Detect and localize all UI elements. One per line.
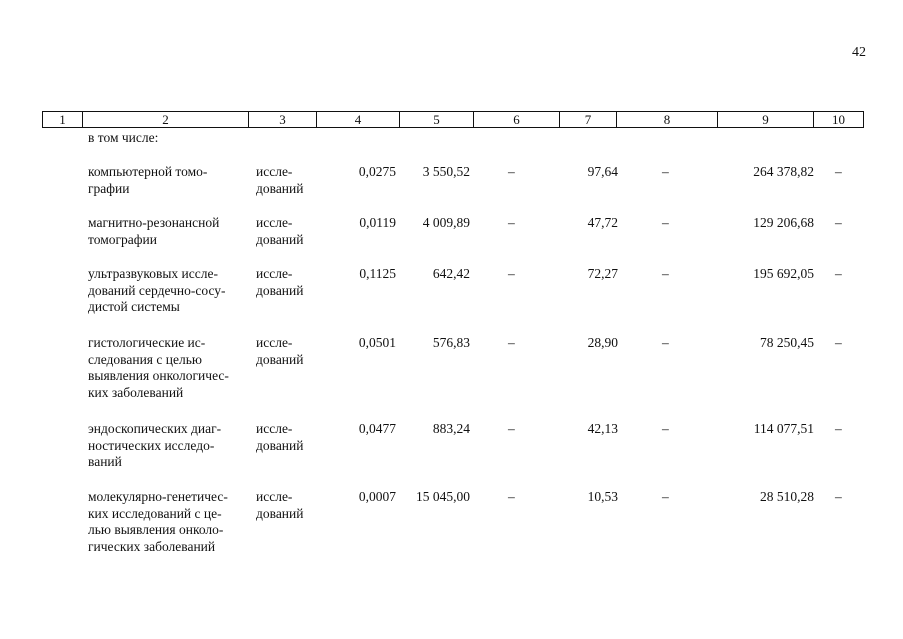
header-col-3: 3 xyxy=(249,111,317,128)
row-unit: иссле- дований xyxy=(256,489,304,521)
row-unit: иссле- дований xyxy=(256,335,304,367)
row-col-5: 576,83 xyxy=(432,335,470,350)
page-number: 42 xyxy=(852,45,866,60)
row-col-6: – xyxy=(508,215,515,230)
row-col-7: 10,53 xyxy=(587,489,618,504)
row-col-5: 642,42 xyxy=(432,266,470,281)
row-col-6: – xyxy=(508,489,515,504)
row-col-5: 883,24 xyxy=(432,421,470,436)
row-col-4: 0,0275 xyxy=(358,164,396,179)
row-col-5: 4 009,89 xyxy=(422,215,470,230)
row-name: ультразвуковых иссле- дований сердечно-сосу- дистой системы xyxy=(88,266,226,314)
row-col-9: 195 692,05 xyxy=(753,266,814,281)
header-col-2: 2 xyxy=(83,111,249,128)
row-col-4: 0,0007 xyxy=(358,489,396,504)
row-col-5: 3 550,52 xyxy=(422,164,470,179)
header-col-4: 4 xyxy=(317,111,400,128)
row-name: молекулярно-генетичес- ких исследований с це- лью выявления онколо- гических заболеваний xyxy=(88,489,228,554)
row-col-8: – xyxy=(662,421,669,436)
row-col-4: 0,0501 xyxy=(358,335,396,350)
row-col-10: – xyxy=(835,421,842,436)
row-unit: иссле- дований xyxy=(256,266,304,298)
row-name: компьютерной томо- графии xyxy=(88,164,208,196)
row-col-9: 78 250,45 xyxy=(760,335,814,350)
row-col-6: – xyxy=(508,421,515,436)
header-col-7: 7 xyxy=(560,111,617,128)
row-col-8: – xyxy=(662,266,669,281)
row-unit: иссле- дований xyxy=(256,215,304,247)
row-col-10: – xyxy=(835,489,842,504)
header-col-5: 5 xyxy=(400,111,474,128)
row-col-4: 0,0119 xyxy=(359,215,396,230)
row-col-10: – xyxy=(835,335,842,350)
row-col-5: 15 045,00 xyxy=(416,489,470,504)
section-label: в том числе: xyxy=(88,130,159,145)
row-col-10: – xyxy=(835,266,842,281)
row-col-6: – xyxy=(508,164,515,179)
row-col-10: – xyxy=(835,215,842,230)
row-col-7: 72,27 xyxy=(587,266,618,281)
row-col-10: – xyxy=(835,164,842,179)
row-col-9: 114 077,51 xyxy=(753,421,814,436)
row-col-7: 47,72 xyxy=(587,215,618,230)
row-col-8: – xyxy=(662,215,669,230)
row-col-6: – xyxy=(508,335,515,350)
row-col-8: – xyxy=(662,164,669,179)
row-col-4: 0,1125 xyxy=(359,266,396,281)
row-col-7: 97,64 xyxy=(587,164,618,179)
header-col-8: 8 xyxy=(617,111,718,128)
row-col-8: – xyxy=(662,489,669,504)
row-col-9: 28 510,28 xyxy=(760,489,814,504)
header-col-6: 6 xyxy=(474,111,560,128)
row-col-4: 0,0477 xyxy=(358,421,396,436)
row-col-9: 129 206,68 xyxy=(753,215,814,230)
header-col-10: 10 xyxy=(814,111,864,128)
row-name: магнитно-резонансной томографии xyxy=(88,215,220,247)
row-unit: иссле- дований xyxy=(256,164,304,196)
row-col-7: 28,90 xyxy=(587,335,618,350)
header-col-1: 1 xyxy=(42,111,83,128)
row-col-8: – xyxy=(662,335,669,350)
table-header-row xyxy=(42,111,864,128)
row-name: эндоскопических диаг- ностических исследо- ваний xyxy=(88,421,222,469)
row-col-7: 42,13 xyxy=(587,421,618,436)
row-unit: иссле- дований xyxy=(256,421,304,453)
row-col-6: – xyxy=(508,266,515,281)
row-name: гистологические ис- следования с целью выявления онкологичес- ких заболеваний xyxy=(88,335,229,400)
header-col-9: 9 xyxy=(718,111,814,128)
row-col-9: 264 378,82 xyxy=(753,164,814,179)
